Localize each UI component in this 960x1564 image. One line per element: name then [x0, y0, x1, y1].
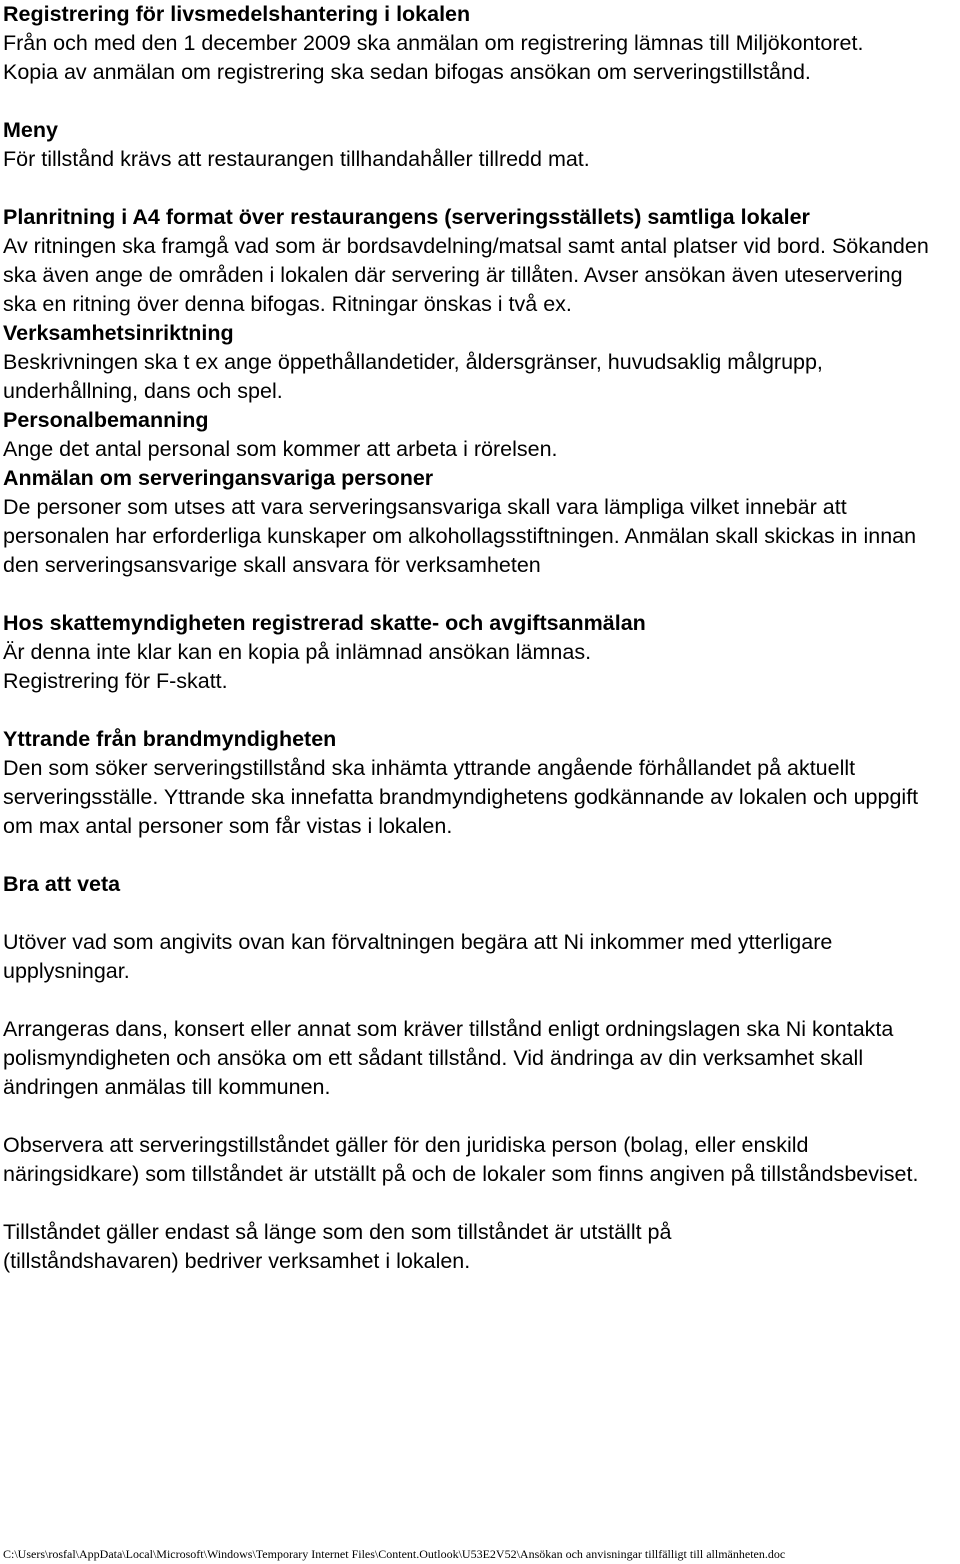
- info-paragraph: Utöver vad som angivits ovan kan förvaltningen begära att Ni inkommer med ytterligare upplysningar.: [3, 930, 833, 983]
- section-brandmyndigheten: [3, 725, 955, 841]
- section-heading: Bra att veta: [3, 872, 121, 896]
- section-heading: Anmälan om serveringansvariga personer: [3, 466, 434, 490]
- section-body: Beskrivningen ska t ex ange öppethållandetider, åldersgränser, huvudsaklig målgrupp, underhållning, dans och spel.: [3, 350, 823, 403]
- info-paragraph: Tillståndet gäller endast så länge som den som tillståndet är utställt på (tillståndshavaren) bedriver verksamhet i lokalen.: [3, 1220, 672, 1273]
- section-body: För tillstånd krävs att restaurangen tillhandahåller tillredd mat.: [3, 147, 590, 171]
- section-verksamhetsinriktning: [3, 319, 955, 406]
- section-heading: Planritning i A4 format över restaurangens (serveringsställets) samtliga lokaler: [3, 205, 810, 229]
- section-skattemyndigheten: [3, 609, 955, 696]
- section-personalbemanning: [3, 406, 955, 464]
- section-body: Av ritningen ska framgå vad som är bordsavdelning/matsal samt antal platser vid bord. Sökanden ska även ange de områden i lokalen där servering är tillåten. Avser ansökan även uteservering ska en ritning över denna bifogas. Ritningar önskas i två ex.: [3, 234, 929, 316]
- section-heading: Verksamhetsinriktning: [3, 321, 234, 345]
- section-registrering: [3, 0, 955, 87]
- section-heading: Registrering för livsmedelshantering i lokalen: [3, 2, 471, 26]
- section-body: De personer som utses att vara serveringsansvariga skall vara lämpliga vilket innebär att personalen har erforderliga kunskaper om alkohollagsstiftningen. Anmälan skall skickas in innan den serveringsansvarige skall ansvara för verksamheten: [3, 495, 917, 577]
- section-body: Ange det antal personal som kommer att arbeta i rörelsen.: [3, 437, 558, 461]
- section-meny: [3, 116, 955, 174]
- section-heading: Personalbemanning: [3, 408, 209, 432]
- info-paragraph: Arrangeras dans, konsert eller annat som kräver tillstånd enligt ordningslagen ska Ni kontakta polismyndigheten och ansöka om ett sådant tillstånd. Vid ändringa av din verksamhet skall ändringen anmälas till kommunen.: [3, 1017, 894, 1099]
- section-serveringansvariga: [3, 464, 955, 580]
- footer-file-path: C:\Users\rosfal\AppData\Local\Microsoft\Windows\Temporary Internet Files\Content.Outlook\U53E2V52\Ansökan och anvisningar tillfälligt till allmänheten.doc: [3, 1547, 786, 1561]
- section-heading: Meny: [3, 118, 58, 142]
- info-paragraph: Observera att serveringstillståndet gäller för den juridiska person (bolag, eller enskild näringsidkare) som tillståndet är utställt på och de lokaler som finns angiven på tillståndsbeviset.: [3, 1133, 919, 1186]
- section-planritning: [3, 203, 955, 319]
- document-page: [3, 0, 955, 1276]
- section-body: Från och med den 1 december 2009 ska anmälan om registrering lämnas till Miljökontoret. Kopia av anmälan om registrering ska sedan bifogas ansökan om serveringstillstånd.: [3, 31, 864, 84]
- section-body: Den som söker serveringstillstånd ska inhämta yttrande angående förhållandet på aktuellt serveringsställe. Yttrande ska innefatta brandmyndighetens godkännande av lokalen och uppgift om max antal personer som får vistas i lokalen.: [3, 756, 919, 838]
- section-body: Är denna inte klar kan en kopia på inlämnad ansökan lämnas.: [3, 640, 592, 664]
- section-heading: Yttrande från brandmyndigheten: [3, 727, 337, 751]
- section-heading: Hos skattemyndigheten registrerad skatte- och avgiftsanmälan: [3, 611, 646, 635]
- section-bra-att-veta: [3, 870, 955, 1276]
- section-body-line-2: Registrering för F-skatt.: [3, 669, 228, 693]
